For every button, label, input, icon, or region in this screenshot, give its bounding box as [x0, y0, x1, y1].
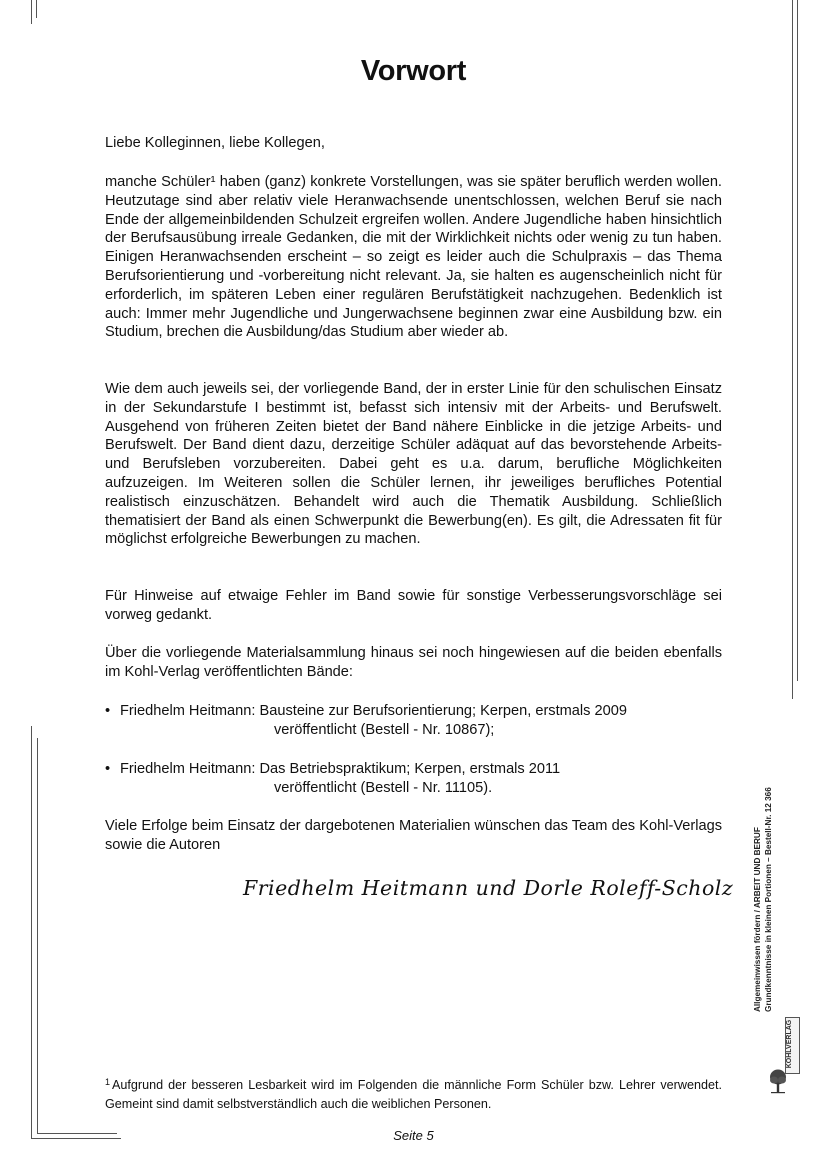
- tree-logo-icon: [768, 1068, 788, 1094]
- footnote-text: Aufgrund der besseren Lesbarkeit wird im Folgenden die männliche Form Schüler bzw. Lehrer verwendet. Gemeint sind damit selbstverständlich auch die weiblichen Personen.: [105, 1078, 722, 1111]
- page-number: Seite 5: [393, 1128, 434, 1143]
- paragraph-feedback: Für Hinweise auf etwaige Fehler im Band sowie für sonstige Verbesserungsvorschläge sei vorweg gedankt.: [105, 588, 722, 623]
- side-label-line2: Grundkenntnisse in kleinen Portionen – Bestell-Nr. 12 366: [764, 787, 773, 1012]
- reference-detail: veröffentlicht (Bestell - Nr. 10867);: [274, 721, 495, 738]
- reference-title: Friedhelm Heitmann: Bausteine zur Berufsorientierung; Kerpen, erstmals 2009: [120, 703, 627, 719]
- footnote: [105, 1073, 722, 1114]
- frame-top-left-vertical-inner: [36, 0, 37, 18]
- frame-top-left-vertical: [31, 0, 32, 24]
- bullet-marker: •: [105, 703, 111, 719]
- frame-top-right-vertical: [792, 0, 793, 24]
- bullet-marker: •: [105, 761, 111, 777]
- frame-top-right-vertical-inner: [797, 0, 798, 18]
- author-signature: Friedhelm Heitmann und Dorle Roleff-Scholz: [243, 876, 734, 900]
- reference-title: Friedhelm Heitmann: Das Betriebspraktikum; Kerpen, erstmals 2011: [120, 761, 561, 777]
- frame-left-vertical-inner: [37, 738, 38, 1133]
- reference-detail: veröffentlicht (Bestell - Nr. 11105).: [274, 779, 493, 796]
- frame-right-vertical-upper-inner: [797, 18, 798, 681]
- paragraph-references-intro: Über die vorliegende Materialsammlung hinaus sei noch hingewiesen auf die beiden ebenfalls im Kohl-Verlag veröffentlichten Bände:: [105, 645, 722, 680]
- frame-right-vertical-upper: [792, 24, 793, 699]
- side-label-line1: Allgemeinwissen fördern / ARBEIT UND BERUF: [753, 827, 762, 1012]
- paragraph-closing: Viele Erfolge beim Einsatz der dargebotenen Materialien wünschen das Team des Kohl-Verlags sowie die Autoren: [105, 818, 722, 853]
- paragraph-intro: manche Schüler¹ haben (ganz) konkrete Vorstellungen, was sie später beruflich werden wollen. Heutzutage sind aber relativ viele Heranwachsende unentschlossen, welchen Beruf sie nach Ende der allgemeinbildenden Schulzeit ergreifen wollen. Andere Jugendliche haben hinsichtlich der Berufsausübung irreale Gedanken, die mit der Wirklichkeit nichts oder wenig zu tun haben. Einigen Heranwachsenden erscheint – so zeigt es leider auch die Schulpraxis – das Thema Berufsorientierung und -vorbereitung nicht relevant. Ja, sie halten es augenscheinlich nicht für erforderlich, im späteren Leben einer regulären Berufstätigkeit nachzugehen. Bedenklich ist auch: Immer mehr Jugendliche und Jungerwachsene beginnen zwar eine Ausbildung bzw. ein Studium, brechen die Ausbildung/das Studium aber wieder ab.: [105, 174, 722, 341]
- page-title: Vorwort: [360, 55, 467, 88]
- publisher-logo: [785, 1017, 800, 1074]
- side-series-label: [752, 722, 774, 1012]
- publisher-logo-text: KOHLVERLAG: [786, 1019, 793, 1069]
- frame-left-vertical-outer: [31, 726, 32, 1139]
- footnote-mark: 1: [105, 1077, 111, 1087]
- paragraph-book-purpose: Wie dem auch jeweils sei, der vorliegende Band, der in erster Linie für den schulischen Einsatz in der Sekundarstufe I bestimmt ist, befasst sich intensiv mit der Arbeits- und Berufswelt. Ausgehend von früheren Zeiten bietet der Band nähere Einblicke in die jetzige Arbeits- und Berufswelt. Der Band dient dazu, derzeitige Schüler adäquat auf das bevorstehende Arbeits- und Berufsleben vorzubereiten. Dabei geht es u.a. darum, berufliche Möglichkeiten aufzuzeigen. Im Weiteren sollen die Schüler lernen, ihr jeweiliges berufliches Potential realistisch einzuschätzen. Behandelt wird auch die Thematik Ausbildung. Schließlich thematisiert der Band als einen Schwerpunkt die Bewerbung(en). Es gilt, die Adressaten fit für möglichst erfolgreiche Bewerbungen zu machen.: [105, 381, 722, 548]
- greeting: Liebe Kolleginnen, liebe Kollegen,: [105, 135, 325, 151]
